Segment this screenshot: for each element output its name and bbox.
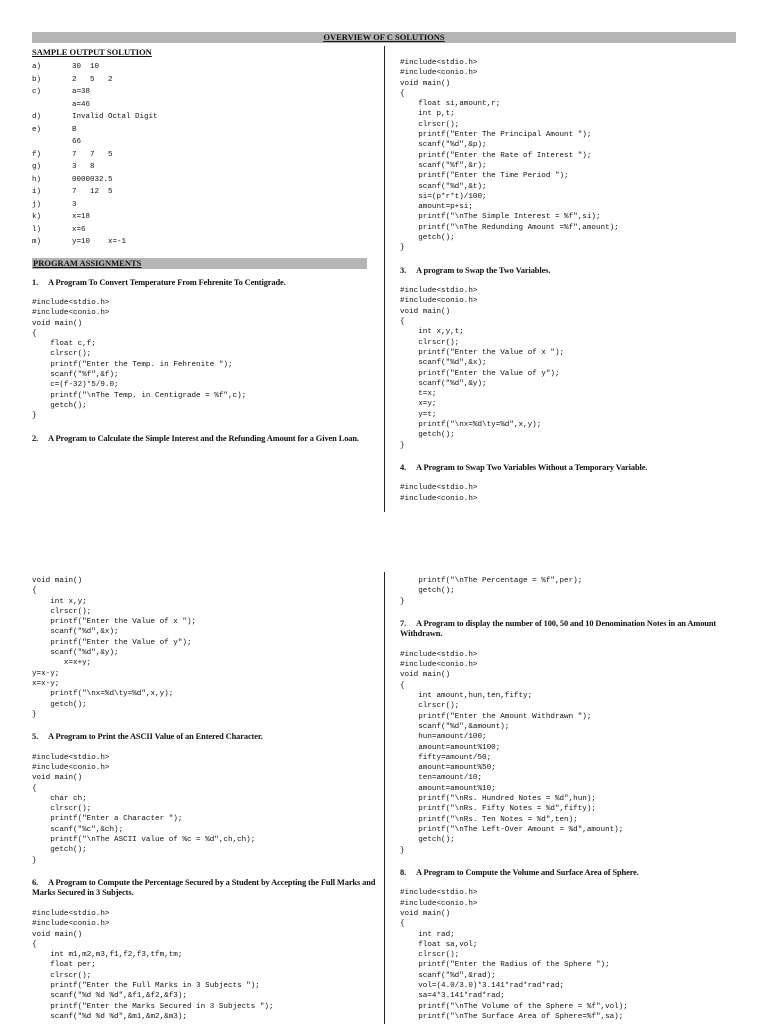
answer-label: e) xyxy=(32,125,42,134)
program-2-code: #include<stdio.h> #include<conio.h> void main() { float si,amount,r; int p,t; clrscr(); printf("Enter The Principal Amount "); scanf("%d",&p); printf("Enter the Rate of Interest "); scanf("%f",&r); printf("Enter the Time Period "); scanf("%d",&t); si=(p*r*t)/100; amount=p+si; printf("\nThe Simple Interest = %f",si); printf("\nThe Redunding Amount =%f",amount); getch(); } xyxy=(400,59,619,253)
answer-value: 66 xyxy=(72,138,82,146)
program-6-code: #include<stdio.h> #include<conio.h> void main() { int m1,m2,m3,f1,f2,f3,tfm,tm; float per; clrscr(); printf("Enter the Full Marks in 3 Subjects "); scanf("%d %d %d",&f1,&f2,&f3); printf("Enter the Marks Secured in 3 Subjects "); scanf("%d %d %d",&m1,&m2,&m3); xyxy=(32,909,274,1021)
answer-label: m) xyxy=(32,238,42,246)
answer-label xyxy=(32,136,72,149)
answer-label: j) xyxy=(32,200,42,209)
answer-row xyxy=(32,86,367,99)
answer-label: l) xyxy=(32,225,42,234)
answer-row xyxy=(32,61,367,74)
answer-label: g) xyxy=(32,163,42,171)
answer-value: 2 5 2 xyxy=(72,75,113,84)
program-6-heading xyxy=(32,878,377,899)
answer-value: 30 10 xyxy=(72,63,100,71)
program-number: 8. xyxy=(400,867,407,877)
program-title: A Program to Swap Two Variables Without a Temporary Variable. xyxy=(416,462,648,472)
program-title: A Program to Compute the Volume and Surface Area of Sphere. xyxy=(416,867,639,877)
program-5-code: #include<stdio.h> #include<conio.h> void main() { char ch; clrscr(); printf("Enter a Character "); scanf("%c",&ch); printf("\nThe ASCII value of %c = %d",ch,ch); getch(); } xyxy=(32,753,256,865)
answer-row xyxy=(32,111,367,124)
answer-label: d) xyxy=(32,113,42,121)
program-number: 6. xyxy=(32,877,39,887)
program-number: 3. xyxy=(400,265,407,275)
program-3-heading xyxy=(400,266,740,277)
program-title: A program to Swap the Two Variables. xyxy=(416,265,551,275)
answer-value: a=46 xyxy=(72,100,91,109)
program-title: A Program to display the number of 100, 50 and 10 Denomination Notes in an Amount Withdrawn. xyxy=(400,618,717,639)
program-title: A Program to Compute the Percentage Secured by a Student by Accepting the Full Marks and Marks Secured in 3 Subjects. xyxy=(32,877,376,898)
answer-label: a) xyxy=(32,63,42,71)
answer-label: k) xyxy=(32,213,42,221)
program-5-heading xyxy=(32,732,377,743)
program-2-heading xyxy=(32,434,367,445)
program-number: 1. xyxy=(32,277,39,287)
program-6-code-continued: printf("\nThe Percentage = %f",per); getch(); } xyxy=(400,577,583,606)
answer-value: y=10 x=-1 xyxy=(72,238,127,246)
answer-value: 3 8 xyxy=(72,163,95,171)
answer-value: B xyxy=(72,125,77,134)
answer-label: i) xyxy=(32,188,42,196)
column-divider xyxy=(384,46,385,512)
answer-row xyxy=(32,149,367,162)
answer-label: f) xyxy=(32,150,42,159)
program-7-code: #include<stdio.h> #include<conio.h> void main() { int amount,hun,ten,fifty; clrscr(); printf("Enter the Amount Withdrawn "); scanf("%d",&amount); hun=amount/100; amount=amount%100; fifty=amount/50; amount=amount%50; ten=amount/10; amount=amount%10; printf("\nRs. Hundred Notes = %d",hun); printf("\nRs. Fifty Notes = %d",fifty); printf("\nRs. Ten Notes = %d",ten); printf("\nThe Left-Over Amount = %d",amount); getch(); } xyxy=(400,650,624,855)
answer-row xyxy=(32,124,367,137)
answer-row xyxy=(32,161,367,174)
right-column xyxy=(400,58,740,504)
answer-value: a=38 xyxy=(72,88,91,96)
answer-row xyxy=(32,99,367,112)
answer-value: x=18 xyxy=(72,213,91,221)
answer-row xyxy=(32,136,367,149)
document-page-2 xyxy=(0,572,768,1024)
page-title: OVERVIEW OF C SOLUTIONS xyxy=(323,32,445,42)
program-title: A Program to Print the ASCII Value of an Entered Character. xyxy=(48,732,263,742)
program-3-code: #include<stdio.h> #include<conio.h> void main() { int x,y,t; clrscr(); printf("Enter the Value of x "); scanf("%d",&x); printf("Enter the Value of y"); scanf("%d",&y); t=x; x=y; y=t; printf("\nx=%d\ty=%d",x,y); getch(); } xyxy=(400,287,565,450)
program-4-heading xyxy=(400,463,740,474)
answer-label xyxy=(32,99,72,112)
program-8-code: #include<stdio.h> #include<conio.h> void main() { int rad; float sa,vol; clrscr(); printf("Enter the Radius of the Sphere "); scanf("%d",&rad); vol=(4.0/3.0)*3.141*rad*rad*rad; sa=4*3.141*rad*rad; printf("\nThe Volume of the Sphere = %f",vol); printf("\nThe Surface Area of Sphere=%f",sa); xyxy=(400,889,628,1021)
answer-label: b) xyxy=(32,75,42,84)
right-column xyxy=(400,576,740,1022)
page-title-band xyxy=(32,32,736,43)
answer-value: 7 12 5 xyxy=(72,188,113,196)
program-4-code: #include<stdio.h> #include<conio.h> xyxy=(400,484,478,503)
program-number: 4. xyxy=(400,462,407,472)
answer-list xyxy=(32,61,367,249)
answer-row xyxy=(32,224,367,237)
left-column xyxy=(32,576,377,1022)
answer-row xyxy=(32,74,367,87)
answer-row xyxy=(32,199,367,212)
answer-value: Invalid Octal Digit xyxy=(72,113,158,121)
answer-row xyxy=(32,236,367,249)
answer-value: 3 xyxy=(72,200,77,209)
answer-row xyxy=(32,186,367,199)
answer-row xyxy=(32,211,367,224)
program-4-code-continued: void main() { int x,y; clrscr(); printf("Enter the Value of x "); scanf("%d",&x); printf("Enter the Value of y"); scanf("%d",&y); x=x+y; y=x-y; x=x-y; printf("\nx=%d\ty=%d",x,y); getch(); } xyxy=(32,577,197,719)
program-1-heading xyxy=(32,278,367,289)
program-number: 2. xyxy=(32,433,39,443)
program-number: 5. xyxy=(32,732,39,742)
program-title: A Program To Convert Temperature From Fehrenite To Centigrade. xyxy=(48,277,286,287)
column-divider xyxy=(384,572,385,1024)
answer-label: c) xyxy=(32,88,42,96)
answer-value: 7 7 5 xyxy=(72,150,113,159)
answer-row xyxy=(32,174,367,187)
program-number: 7. xyxy=(400,618,407,628)
program-title: A Program to Calculate the Simple Interest and the Refunding Amount for a Given Loan. xyxy=(48,433,359,443)
sample-output-heading: SAMPLE OUTPUT SOLUTION xyxy=(32,47,152,57)
left-column xyxy=(32,47,367,454)
program-8-heading xyxy=(400,868,740,879)
answer-value: 0000032.5 xyxy=(72,175,113,184)
answer-value: x=6 xyxy=(72,225,86,234)
answer-label: h) xyxy=(32,175,42,184)
program-1-code: #include<stdio.h> #include<conio.h> void main() { float c,f; clrscr(); printf("Enter the Temp. in Fehrenite "); scanf("%f",&f); c=(f-32)*5/9.0; printf("\nThe Temp. in Centigrade = %f",c); getch(); } xyxy=(32,299,247,421)
page-gap xyxy=(0,540,768,572)
program-7-heading xyxy=(400,619,740,640)
program-assignments-heading: PROGRAM ASSIGNMENTS xyxy=(32,258,367,269)
